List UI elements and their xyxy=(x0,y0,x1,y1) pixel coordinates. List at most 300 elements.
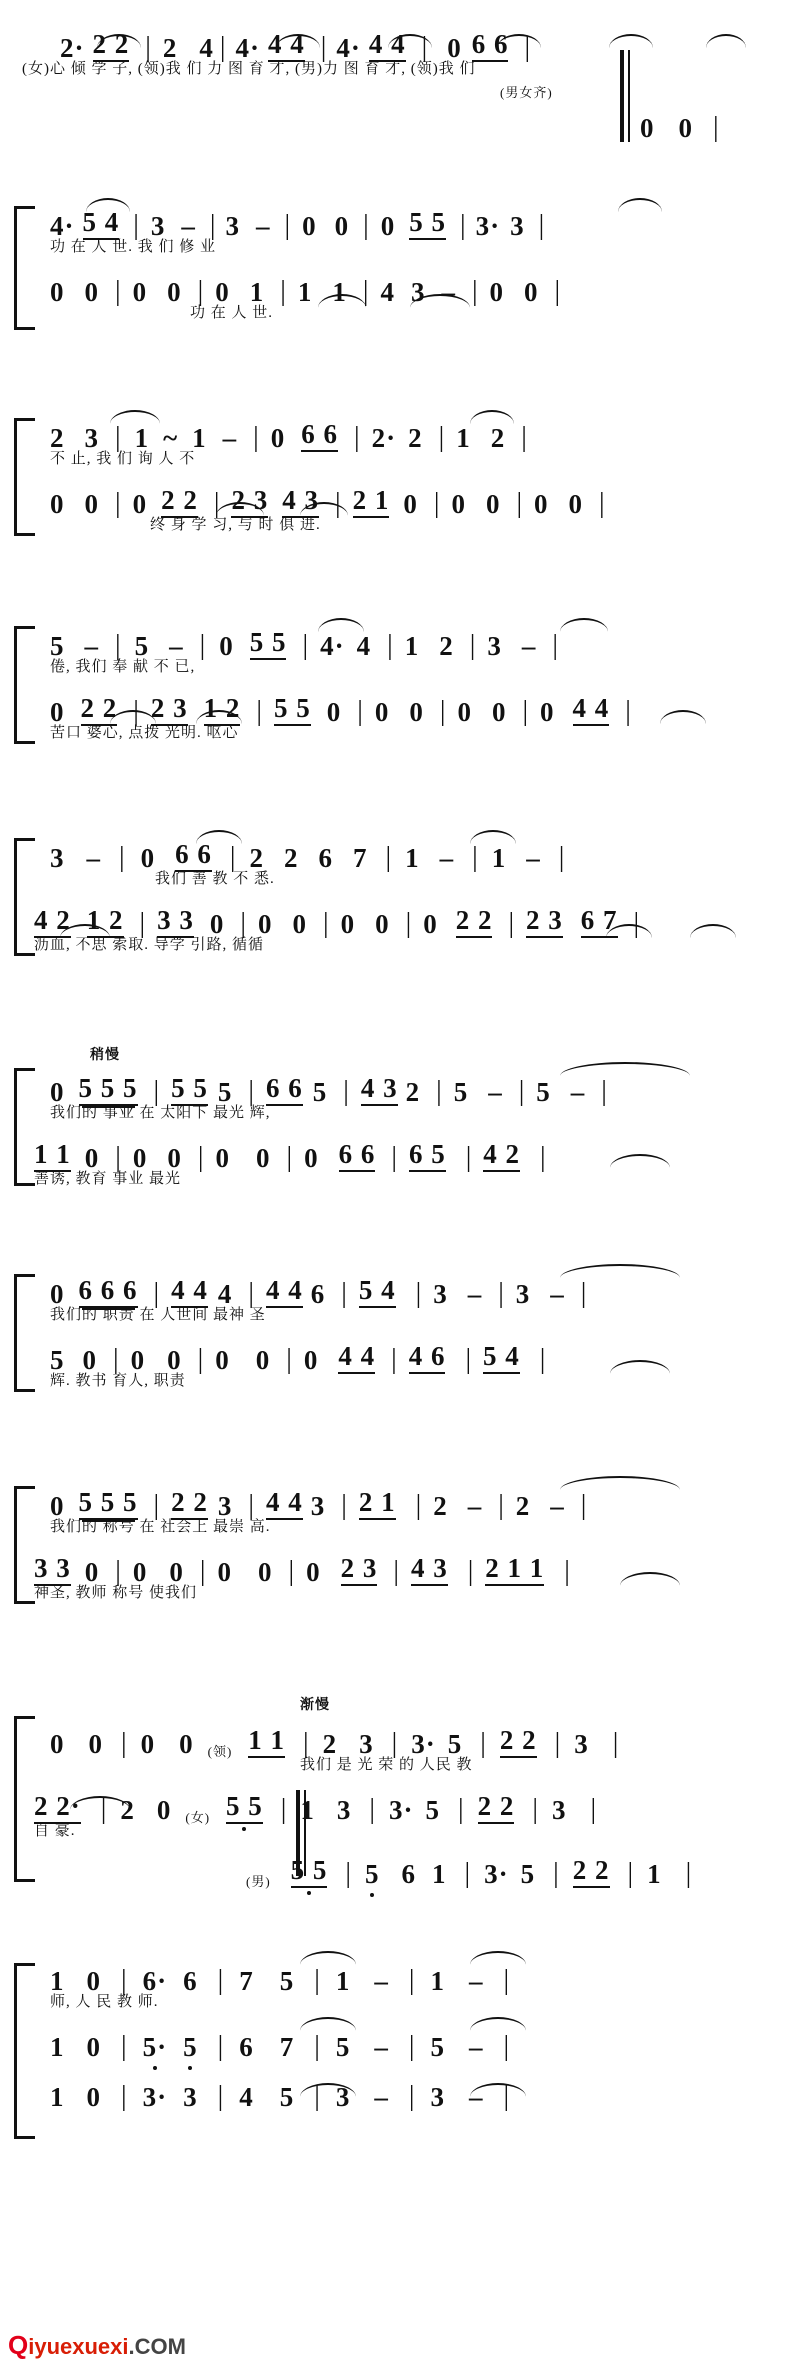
system-6-bottom-lyrics xyxy=(0,1172,806,1196)
note-group: 2 3 xyxy=(151,695,188,726)
barline: | xyxy=(248,1490,254,1521)
note: 5 xyxy=(335,2032,351,2062)
note: 0 xyxy=(86,2082,101,2112)
lyric-line: 不 止, 我 们 询 人 不 xyxy=(50,451,196,467)
barline: | xyxy=(408,2031,415,2062)
system-8-top-lyrics xyxy=(0,1520,806,1546)
system-1-top-lyrics xyxy=(0,62,806,86)
barline: | xyxy=(153,1076,160,1107)
note-group: 6 6 xyxy=(472,31,509,62)
note: 1 xyxy=(405,843,420,873)
note: 0 xyxy=(678,113,693,143)
note: 2 xyxy=(162,33,178,63)
note: 3 xyxy=(225,211,240,241)
barline: | xyxy=(465,1344,472,1375)
note: 1 xyxy=(404,631,420,661)
note: 3 xyxy=(336,1795,352,1825)
note-group: 4 4 xyxy=(369,31,406,62)
note: 6 xyxy=(310,1279,326,1309)
barline: | xyxy=(133,696,139,727)
note: 4· xyxy=(336,33,361,63)
note: – xyxy=(374,2082,389,2112)
note-group: 4 6 xyxy=(409,1343,446,1374)
note-group: 6 6 xyxy=(339,1141,376,1172)
barline: | xyxy=(303,1728,309,1759)
note: 5 xyxy=(217,1077,233,1107)
note: – xyxy=(550,1491,565,1521)
barline: | xyxy=(217,1965,224,1996)
note: – xyxy=(222,423,238,453)
note: 2· xyxy=(371,423,397,453)
barline: | xyxy=(334,488,341,519)
system-3-top-lyrics xyxy=(0,452,806,478)
system-3-bottom-lyrics xyxy=(0,518,806,542)
system-6 xyxy=(0,1048,806,1198)
note-group: 2 1 xyxy=(353,487,390,518)
note: 0 xyxy=(215,1345,230,1375)
barline: | xyxy=(508,908,515,939)
barline: | xyxy=(518,1076,525,1107)
note-group: 4 3 xyxy=(411,1555,448,1586)
barline: | xyxy=(197,1142,204,1173)
note: 1 xyxy=(491,843,507,873)
barline: | xyxy=(415,1278,422,1309)
note: 5 xyxy=(425,1795,441,1825)
note-group: 1 2 xyxy=(204,695,241,726)
note-group: 2 2 xyxy=(161,487,198,518)
note: 2 xyxy=(439,631,454,661)
note-group: 1 1 xyxy=(34,1141,71,1172)
note: – xyxy=(255,211,271,241)
note-group: 5 5 xyxy=(226,1793,263,1824)
note: 0 xyxy=(303,1345,319,1375)
note: 5 xyxy=(447,1729,463,1759)
barline: | xyxy=(633,908,640,939)
lyric-line: 我们的 称号 在 社会上 最崇 高. xyxy=(50,1519,271,1535)
note: 0 xyxy=(209,909,225,939)
barline: | xyxy=(553,1858,559,1889)
barline: | xyxy=(248,1278,254,1309)
note: 0 xyxy=(140,843,156,873)
note-group: 2 2 xyxy=(456,907,493,938)
note: 0 xyxy=(84,1557,100,1587)
note-group: 6 6 6 xyxy=(79,1277,138,1308)
note: 3 xyxy=(433,1279,448,1309)
barline: | xyxy=(280,1794,287,1825)
note: 1 xyxy=(456,423,471,453)
note: – xyxy=(521,631,537,661)
note: 0 xyxy=(82,1345,97,1375)
note: 0 xyxy=(304,1143,319,1173)
note-group: 2 3 xyxy=(231,487,268,518)
barline: | xyxy=(433,488,440,519)
note: 2 xyxy=(405,1077,421,1107)
lyric-line: 倦, 我们 奉 献 不 已, xyxy=(50,659,196,675)
note: 0 xyxy=(219,631,234,661)
lyric-line: 我们的 事业 在 太阳下 最光 辉, xyxy=(50,1105,271,1121)
lyric-line: 师, 人 民 教 师. xyxy=(50,1994,159,2010)
barline: | xyxy=(498,1490,504,1521)
note: 0 xyxy=(255,1143,271,1173)
system-3-top-notes xyxy=(0,412,806,452)
watermark-q: Q xyxy=(8,2330,29,2360)
voice-label-female: (女) xyxy=(185,1810,211,1825)
note: 0 xyxy=(130,1345,146,1375)
note: 5 xyxy=(430,2032,445,2062)
note: 0 xyxy=(302,211,317,241)
note: 3 xyxy=(310,1491,326,1521)
barline: | xyxy=(408,1965,415,1996)
note-group: 2 2 xyxy=(171,1489,208,1520)
note: 0 xyxy=(50,277,65,307)
note: – xyxy=(488,1077,503,1107)
note-group: 5 4 xyxy=(359,1277,396,1308)
barline: | xyxy=(240,908,246,939)
barline: | xyxy=(133,210,139,241)
note: 0 xyxy=(292,909,307,939)
note: 0 xyxy=(167,1345,182,1375)
tempo-marking-slightly-slow: 稍慢 xyxy=(90,1048,120,1063)
note-group: 6 6 xyxy=(266,1075,303,1106)
barline: | xyxy=(625,696,631,727)
system-5 xyxy=(0,832,806,972)
note: 3 xyxy=(552,1795,567,1825)
note: – xyxy=(550,1279,565,1309)
barline: | xyxy=(217,2031,224,2062)
tempo-marking-gradually-slow: 渐慢 xyxy=(300,1698,330,1713)
system-10-top-lyrics xyxy=(0,1995,806,2021)
note-group: 2 2 xyxy=(93,31,130,62)
note: 0 xyxy=(423,909,438,939)
barline: | xyxy=(345,1858,352,1889)
note: 1 xyxy=(192,423,207,453)
note: 0 xyxy=(132,1557,148,1587)
note: 0 xyxy=(50,697,65,727)
note: 5 xyxy=(520,1859,536,1889)
note: 3· xyxy=(484,1859,509,1889)
barline: | xyxy=(552,630,558,661)
note-group: 5 4 xyxy=(483,1343,520,1374)
note-group: 5 5 5 xyxy=(79,1075,138,1106)
barline: | xyxy=(217,2081,224,2112)
note: – xyxy=(374,2032,389,2062)
barline: | xyxy=(362,276,369,307)
note: 7 xyxy=(239,1966,254,1996)
note: 2 xyxy=(249,843,264,873)
note: 0 xyxy=(534,489,549,519)
note: 2· xyxy=(60,33,85,63)
barline: | xyxy=(471,276,478,307)
barline: | xyxy=(286,1344,292,1375)
barline: | xyxy=(713,112,719,143)
barline: | xyxy=(320,32,327,63)
voice-label-mixed: (男女齐) xyxy=(500,85,553,100)
note: 0 xyxy=(50,1491,65,1521)
barline: | xyxy=(467,1556,474,1587)
note: 5 xyxy=(453,1077,469,1107)
note: 3 xyxy=(487,631,502,661)
barline: | xyxy=(253,422,259,453)
barline: | xyxy=(472,842,478,873)
note: – xyxy=(468,2032,484,2062)
barline: | xyxy=(322,908,329,939)
system-8-bottom-lyrics xyxy=(0,1586,806,1610)
note: 0 xyxy=(485,489,501,519)
lyric-line: (女)心 倾 学 子, (领)我 们 力 图 育 才, (男)力 图 育 才, (领)我 们 xyxy=(22,61,476,77)
note: 0 xyxy=(86,1966,101,1996)
barline: | xyxy=(153,1490,160,1521)
barline: | xyxy=(197,276,204,307)
barline: | xyxy=(121,2031,127,2062)
barline: | xyxy=(139,908,146,939)
note: 0 xyxy=(169,1557,184,1587)
note-group: 4 4 xyxy=(171,1277,208,1308)
note-group: 6 6 xyxy=(175,841,212,872)
barline: | xyxy=(248,1076,254,1107)
note: 6 xyxy=(318,843,333,873)
lyric-line: 我们的 职责 在 人世间 最神 圣 xyxy=(50,1307,266,1323)
note-group: 1 1 xyxy=(248,1727,285,1758)
note-group: 4 3 xyxy=(282,487,319,518)
note: 1 xyxy=(430,1966,445,1996)
note: 4 xyxy=(356,631,372,661)
note: – xyxy=(374,1966,389,1996)
note: 0 xyxy=(334,211,350,241)
lyric-line: 功 在 人 世. 我 们 修 业 xyxy=(50,239,217,255)
note: 1 xyxy=(249,277,265,307)
barline: | xyxy=(115,1142,121,1173)
note-group: 2 2 xyxy=(81,695,118,726)
note: 1 xyxy=(50,2032,65,2062)
note: 0 xyxy=(167,277,182,307)
barline: | xyxy=(343,1076,349,1107)
barline: | xyxy=(354,422,360,453)
note: 3· xyxy=(475,211,501,241)
note: 0 xyxy=(84,1143,100,1173)
note: 0 xyxy=(403,489,418,519)
barline: | xyxy=(564,1556,570,1587)
system-10-bottom-notes xyxy=(0,2071,806,2111)
site-watermark xyxy=(8,2330,186,2361)
barline: | xyxy=(391,1344,397,1375)
note: 5 xyxy=(183,2032,198,2062)
system-7-top-lyrics xyxy=(0,1308,806,1334)
note: 0 xyxy=(167,1143,182,1173)
system-4-bottom-notes xyxy=(0,686,806,726)
barline: | xyxy=(601,1076,607,1107)
barline: | xyxy=(256,696,262,727)
barline: | xyxy=(115,276,121,307)
note: 5 xyxy=(50,1345,65,1375)
system-5-top-notes xyxy=(0,832,806,872)
note-group: 5 5 xyxy=(409,209,446,240)
note: 5 xyxy=(536,1077,551,1107)
barline: | xyxy=(436,1076,442,1107)
note: 3 xyxy=(515,1279,531,1309)
barline: | xyxy=(115,1556,121,1587)
note: 0 xyxy=(568,489,584,519)
system-9-top-notes xyxy=(0,1718,806,1758)
note: – xyxy=(467,1491,483,1521)
note: 0 xyxy=(375,909,390,939)
note-group: 5 5 5 xyxy=(79,1489,138,1520)
system-2-bottom-lyrics xyxy=(0,306,806,330)
barline: | xyxy=(145,32,151,63)
note: 0 xyxy=(217,1557,232,1587)
system-5-bottom-notes xyxy=(0,898,806,938)
note-group: 3 3 xyxy=(157,907,194,938)
note: 0 xyxy=(50,1729,65,1759)
note: 0 xyxy=(380,211,396,241)
note-group: 5 5 xyxy=(291,1857,328,1888)
system-1-bottom-notes xyxy=(0,108,806,142)
lyric-line: 善诱, 教育 事业 最光 xyxy=(34,1171,182,1187)
note: 0 xyxy=(255,1345,271,1375)
barline: | xyxy=(153,1278,160,1309)
system-7-bottom-lyrics xyxy=(0,1374,806,1398)
system-2-bottom-notes xyxy=(0,266,806,306)
barline: | xyxy=(341,1278,347,1309)
barline: | xyxy=(341,1490,347,1521)
barline: | xyxy=(121,1728,127,1759)
barline: | xyxy=(391,1728,398,1759)
note-group: 3 3 xyxy=(34,1555,71,1586)
note: 0 xyxy=(50,1279,65,1309)
note: 1 xyxy=(50,2082,65,2112)
barline: | xyxy=(516,488,523,519)
note-group: 5 5 xyxy=(171,1075,208,1106)
barline: | xyxy=(554,276,561,307)
barline: | xyxy=(554,1728,561,1759)
note: 2 xyxy=(490,423,506,453)
note: 0 xyxy=(156,1795,172,1825)
note-group: 4 4 xyxy=(338,1343,375,1374)
barline: | xyxy=(229,842,236,873)
barline: | xyxy=(503,1965,510,1996)
barline: | xyxy=(538,210,545,241)
barline: | xyxy=(415,1490,422,1521)
voice-label-lead: (领) xyxy=(207,1744,233,1759)
note-group: 5 5 xyxy=(274,695,311,726)
note-group: 2 2 xyxy=(573,1857,610,1888)
note: 0 xyxy=(140,1729,156,1759)
note: 0 xyxy=(457,697,472,727)
note-group: 2 2 xyxy=(500,1727,537,1758)
note-group: 4 4 xyxy=(266,1277,303,1308)
note: 1 xyxy=(297,277,313,307)
barline: | xyxy=(387,630,393,661)
note: 2 xyxy=(515,1491,531,1521)
barline: | xyxy=(540,1142,546,1173)
barline: | xyxy=(393,1556,399,1587)
note: 3 xyxy=(359,1729,374,1759)
note: – xyxy=(441,277,456,307)
note: – xyxy=(468,1966,484,1996)
lyric-line: 辉. 教书 育人, 职责 xyxy=(50,1373,186,1389)
note: 0 xyxy=(451,489,466,519)
barline: | xyxy=(219,32,226,63)
barline: | xyxy=(100,1794,107,1825)
note: 2 xyxy=(322,1729,338,1759)
system-1-bottom-lyrics xyxy=(0,86,806,108)
barline: | xyxy=(385,842,392,873)
note: 5 xyxy=(279,2082,295,2112)
note: – xyxy=(84,631,99,661)
note: 0 xyxy=(306,1557,321,1587)
note: 5 xyxy=(279,1966,295,1996)
barline: | xyxy=(522,696,529,727)
system-10 xyxy=(0,1955,806,2155)
barline: | xyxy=(685,1858,692,1889)
lyric-line: 神圣, 教师 称号 使我们 xyxy=(34,1585,198,1601)
barline: | xyxy=(115,422,121,453)
barline: | xyxy=(391,1142,397,1173)
note: 5· xyxy=(142,2032,168,2062)
note: – xyxy=(467,1279,483,1309)
barline: | xyxy=(288,1556,295,1587)
system-7 xyxy=(0,1268,806,1408)
barline: | xyxy=(209,210,216,241)
barline: | xyxy=(580,1278,587,1309)
watermark-text: iyuexuexi xyxy=(28,2334,129,2359)
barline: | xyxy=(469,630,476,661)
barline: | xyxy=(314,2081,320,2112)
barline: | xyxy=(286,1142,293,1173)
barline: | xyxy=(498,1278,504,1309)
barline: | xyxy=(459,210,466,241)
note: 7 xyxy=(352,843,368,873)
note: 0 xyxy=(215,1143,230,1173)
barline: | xyxy=(580,1490,587,1521)
note: 1 xyxy=(432,1859,447,1889)
barline: | xyxy=(539,1344,546,1375)
lyric-line: 我们 是 光 荣 的 人民 教 xyxy=(300,1757,473,1773)
barline: | xyxy=(199,630,206,661)
system-9-bottom-notes xyxy=(0,1848,806,1888)
system-4 xyxy=(0,620,806,760)
barline: | xyxy=(612,1728,619,1759)
barline: | xyxy=(369,1794,376,1825)
system-7-top-notes xyxy=(0,1268,806,1308)
system-8 xyxy=(0,1480,806,1620)
system-6-bottom-notes xyxy=(0,1132,806,1172)
note: 0 xyxy=(88,1729,103,1759)
note-group: 2 3 xyxy=(341,1555,378,1586)
note: – xyxy=(526,843,541,873)
note: 5 xyxy=(365,1859,380,1889)
system-10-mid-notes xyxy=(0,2021,806,2061)
system-6-top-lyrics xyxy=(0,1106,806,1132)
note: 0 xyxy=(84,277,99,307)
system-4-bottom-lyrics xyxy=(0,726,806,750)
barline: | xyxy=(558,842,565,873)
barline: | xyxy=(458,1794,464,1825)
note: 0 xyxy=(374,697,390,727)
note: 0 xyxy=(409,697,424,727)
watermark-domain: .COM xyxy=(128,2334,186,2359)
note: 4 xyxy=(199,33,214,63)
system-2-top-notes xyxy=(0,200,806,240)
system-3 xyxy=(0,412,806,552)
barline: | xyxy=(521,422,527,453)
note: 3· xyxy=(389,1795,414,1825)
barline: | xyxy=(503,2031,510,2062)
note: 3 xyxy=(574,1729,589,1759)
barline: | xyxy=(480,1728,486,1759)
note: 3 xyxy=(410,277,426,307)
note: 0 xyxy=(491,697,507,727)
note: 2 xyxy=(120,1795,135,1825)
